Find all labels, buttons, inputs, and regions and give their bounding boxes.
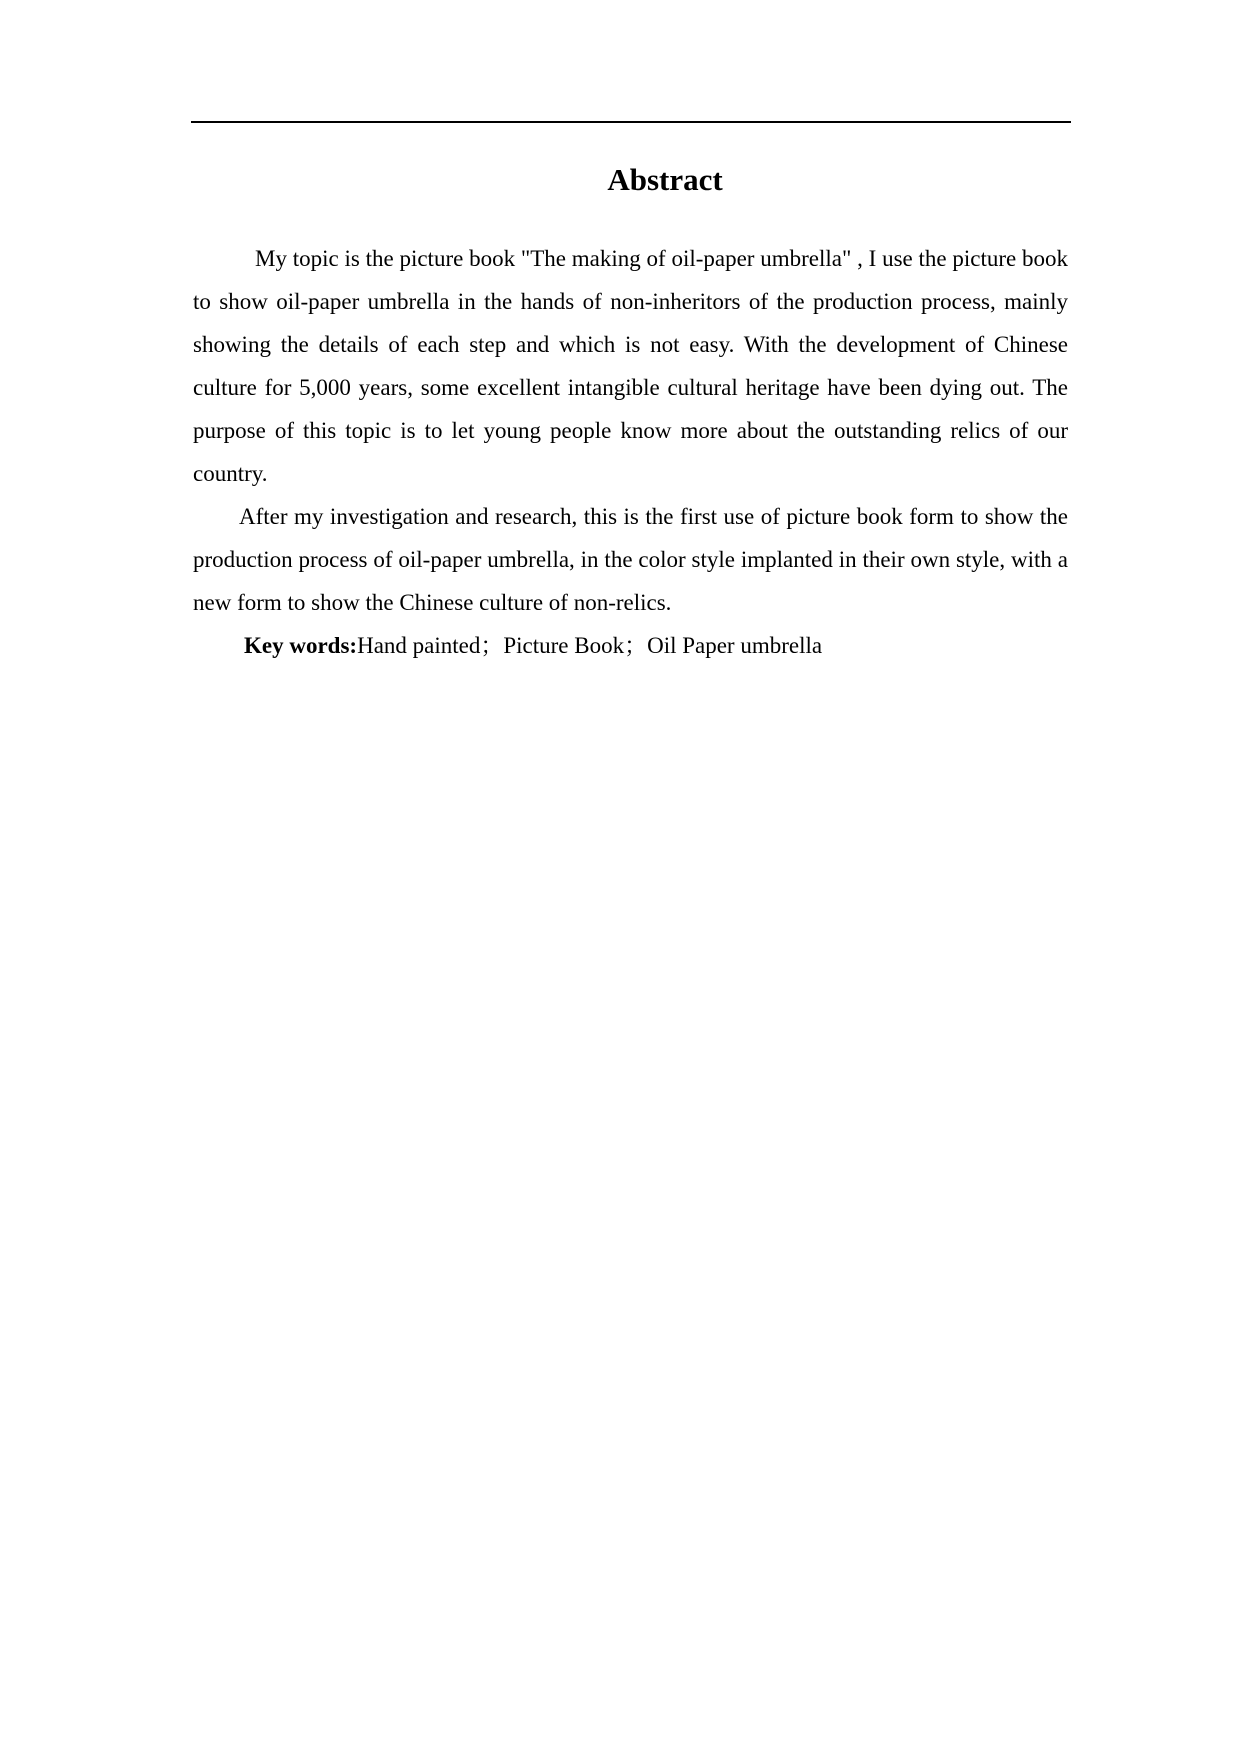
abstract-body bbox=[193, 237, 1068, 667]
keywords-text: Hand painted；Picture Book；Oil Paper umbrella bbox=[357, 633, 823, 658]
header-rule bbox=[191, 121, 1071, 123]
abstract-paragraph-1: My topic is the picture book "The making of oil-paper umbrella" , I use the picture book to show oil-paper umbrella in the hands of non-inheritors of the production process, mainly showing the details of each step and which is not easy. With the development of Chinese culture for 5,000 years, some excellent intangible cultural heritage have been dying out. The purpose of this topic is to let young people know more about the outstanding relics of our country. bbox=[193, 246, 1068, 486]
keywords-line bbox=[193, 624, 1068, 667]
abstract-title: Abstract bbox=[607, 162, 723, 197]
keywords-label: Key words: bbox=[244, 633, 358, 658]
abstract-paragraph-2: After my investigation and research, this is the first use of picture book form to show the production process of oil-paper umbrella, in the color style implanted in their own style, with a new form to show the Chinese culture of non-relics. bbox=[193, 504, 1068, 615]
